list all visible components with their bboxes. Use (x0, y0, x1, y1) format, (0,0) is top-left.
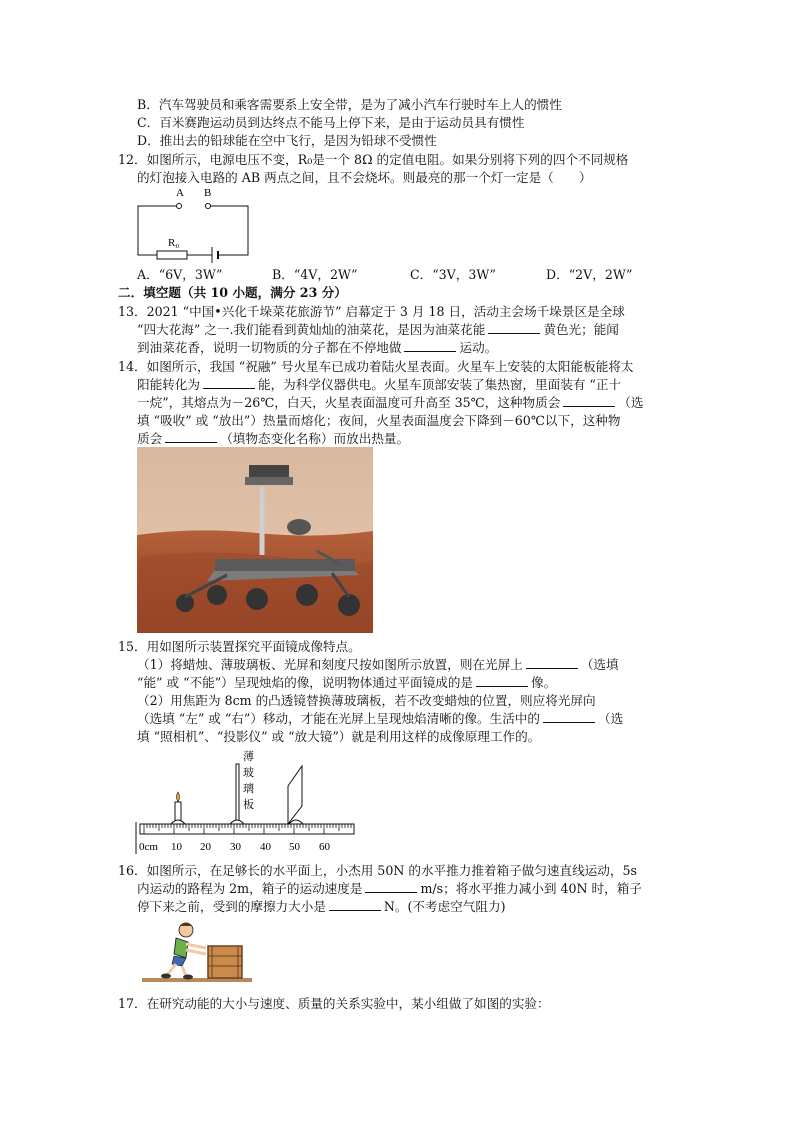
tick-label-40: 40 (260, 841, 271, 853)
q14-blank-3[interactable] (165, 430, 217, 443)
q12-stem-line2: 的灯泡接入电路的 AB 两点之间，且不会烧坏。则最亮的那一个灯一定是（ ） (137, 170, 592, 185)
q12-option-a: A．“6V，3W” (137, 267, 223, 282)
q14-blank-2[interactable] (563, 394, 615, 407)
q15-line5: （选填 “左” 或 “右”）移动，才能在光屏上呈现烛焰清晰的像。生活中的 （选 (137, 711, 624, 726)
section-title: 二．填空题（共 10 小题，满分 23 分） (118, 285, 347, 300)
q12-option-b: B．“4V，2W” (272, 267, 358, 282)
glass-label-2: 玻 (243, 767, 254, 779)
q14-line5: 质会 （填物态变化名称）而放出热量。 (137, 431, 410, 446)
glass-label-1: 薄 (243, 751, 254, 763)
q14-line3: 一烷”，其熔点为－26℃，白天，火星表面温度可升高至 35℃，这种物质会 （选 (137, 395, 644, 410)
q13-blank-2[interactable] (404, 339, 456, 352)
q12-stem-line1: 12．如图所示，电源电压不变，R₀是一个 8Ω 的定值电阻。如果分别将下列的四个不同规格 (118, 152, 629, 167)
q16-blank-2[interactable] (329, 898, 381, 911)
tick-label-30: 30 (230, 841, 241, 853)
glass-label-4: 板 (243, 799, 254, 811)
q15-line4: （2）用焦距为 8cm 的凸透镜替换薄玻璃板，若不改变蜡烛的位置，则应将光屏向 (137, 693, 596, 708)
q15-line1: 15．用如图所示装置探究平面镜成像特点。 (118, 639, 361, 654)
q14-blank-1[interactable] (203, 376, 255, 389)
q11-option-b: B．汽车驾驶员和乘客需要系上安全带，是为了减小汽车行驶时车上人的惯性 (137, 97, 562, 112)
resistor-r0 (157, 251, 187, 259)
q16-blank-1[interactable] (365, 880, 417, 893)
q14-line4: 填 “吸收” 或 “放出”）热量而熔化；夜间，火星表面温度会下降到－60℃以下，这种物 (137, 413, 621, 428)
tick-label-0: 0cm (139, 841, 158, 853)
wooden-box-icon (208, 946, 242, 978)
q15-blank-3[interactable] (543, 710, 595, 723)
tick-label-50: 50 (289, 841, 300, 853)
optical-bench-diagram (134, 746, 358, 858)
tick-label-20: 20 (200, 841, 211, 853)
resistor-label: R₀ (168, 237, 180, 249)
q13-line1: 13．2021 “中国•兴化千垛菜花旅游节” 启幕定于 3 月 18 日，活动主会场千垛景区是全球 (118, 304, 625, 319)
q16-line2: 内运动的路程为 2m，箱子的运动速度是 m/s；将水平推力减小到 40N 时，箱子 (137, 881, 642, 896)
q15-blank-2[interactable] (476, 674, 528, 687)
q11-option-d: D．推出去的铅球能在空中飞行，是因为铅球不受惯性 (137, 133, 437, 148)
q17-line1: 17．在研究动能的大小与速度、质量的关系实验中，某小组做了如图的实验： (118, 996, 550, 1011)
mars-rover-photo (137, 447, 373, 633)
q15-line2: （1）将蜡烛、薄玻璃板、光屏和刻度尺按如图所示放置，则在光屏上 （选填 (137, 657, 619, 672)
boy-icon (161, 923, 206, 980)
q12-option-c: C．“3V，3W” (410, 267, 496, 282)
tick-label-10: 10 (171, 841, 182, 853)
q11-option-c: C．百米赛跑运动员到达终点不能马上停下来，是由于运动员具有惯性 (137, 115, 525, 130)
q14-line2: 阳能转化为 能，为科学仪器供电。火星车顶部安装了集热窗，里面装有 “正十 (137, 377, 622, 392)
thin-glass-plate (236, 764, 239, 824)
q13-blank-1[interactable] (488, 321, 540, 334)
q15-line6: 填 “照相机”、“投影仪” 或 “放大镜”）就是利用这样的成像原理工作的。 (137, 729, 541, 744)
q12-option-d: D．“2V，2W” (546, 267, 633, 282)
tick-label-60: 60 (319, 841, 330, 853)
q13-line3: 到油菜花香，说明一切物质的分子都在不停地做 运动。 (137, 340, 498, 355)
candle-icon (175, 792, 181, 822)
boy-pushing-box-illustration (142, 916, 252, 986)
q15-blank-1[interactable] (526, 656, 578, 669)
q14-line1: 14．如图所示，我国 “祝融” 号火星车已成功着陆火星表面。火星车上安装的太阳能板能将太 (118, 359, 634, 374)
q16-line1: 16．如图所示，在足够长的水平面上，小杰用 50N 的水平推力推着箱子做匀速直线运动，5s (118, 863, 637, 878)
ruler (140, 824, 354, 834)
q15-line3: “能” 或 “不能”）呈现烛焰的像，说明物体通过平面镜成的是 像。 (137, 675, 557, 690)
light-screen (288, 766, 302, 824)
glass-label-3: 璃 (243, 783, 254, 795)
q12-circuit-diagram (134, 184, 259, 264)
terminal-a-label: A (176, 187, 184, 199)
terminal-b-label: B (204, 187, 212, 199)
q13-line2: “四大花海” 之一.我们能看到黄灿灿的油菜花，是因为油菜花能 黄色光；能闻 (137, 322, 619, 337)
q16-line3: 停下来之前，受到的摩擦力大小是 N。(不考虑空气阻力) (137, 899, 506, 914)
